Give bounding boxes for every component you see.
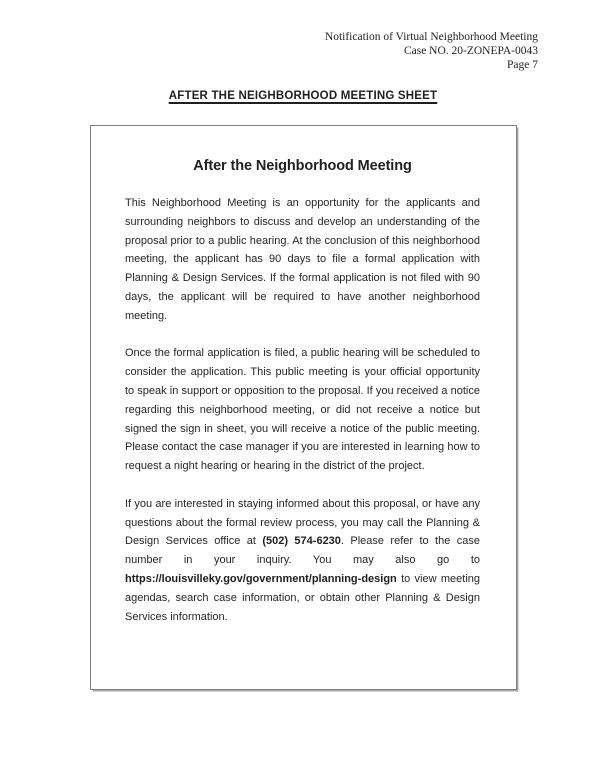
paragraph-contact-info (125, 495, 480, 627)
phone-number: (502) 574-6230 (262, 535, 341, 548)
contact-text-after-url: to view meeting agendas, search case information, or obtain other Planning & Design Services information. (125, 572, 480, 623)
sheet-heading: AFTER THE NEIGHBORHOOD MEETING SHEET (168, 90, 438, 102)
contact-text-before-phone: If you are interested in staying informed about this proposal, or have any questions about the formal review process, you may call the Planning & Design Services office at (125, 497, 480, 548)
content-box (90, 125, 517, 690)
box-title: After the Neighborhood Meeting (193, 158, 412, 174)
header-case-number: Case NO. 20-ZONEPA-0043 (403, 45, 538, 57)
page-header (325, 30, 538, 72)
header-page-number: Page 7 (507, 59, 538, 71)
website-url: https://louisvilleky.gov/government/planning-design (125, 572, 397, 585)
header-notification-title: Notification of Virtual Neighborhood Meeting (324, 31, 538, 43)
contact-text-before-url: . Please refer to the case number in your inquiry. You may also go to (125, 535, 480, 567)
paragraph-meeting-purpose: This Neighborhood Meeting is an opportunity for the applicants and surrounding neighbors to discuss and develop an understanding of the proposal prior to a public hearing. At the conclusion of this neighborhood meeting, the applicant has 90 days to file a formal application with Planning & Design Services. If the formal application is not filed with 90 days, the applicant will be required to have another neighborhood meeting. (125, 197, 480, 322)
paragraph-public-hearing: Once the formal application is filed, a public hearing will be scheduled to consider the application. This public meeting is your official opportunity to speak in support or opposition to the proposal. If you received a notice regarding this neighborhood meeting, or did not receive a notice but signed the sign in sheet, you will receive a notice of the public meeting. Please contact the case manager if you are interested in learning how to request a night hearing or hearing in the district of the project. (125, 347, 480, 473)
